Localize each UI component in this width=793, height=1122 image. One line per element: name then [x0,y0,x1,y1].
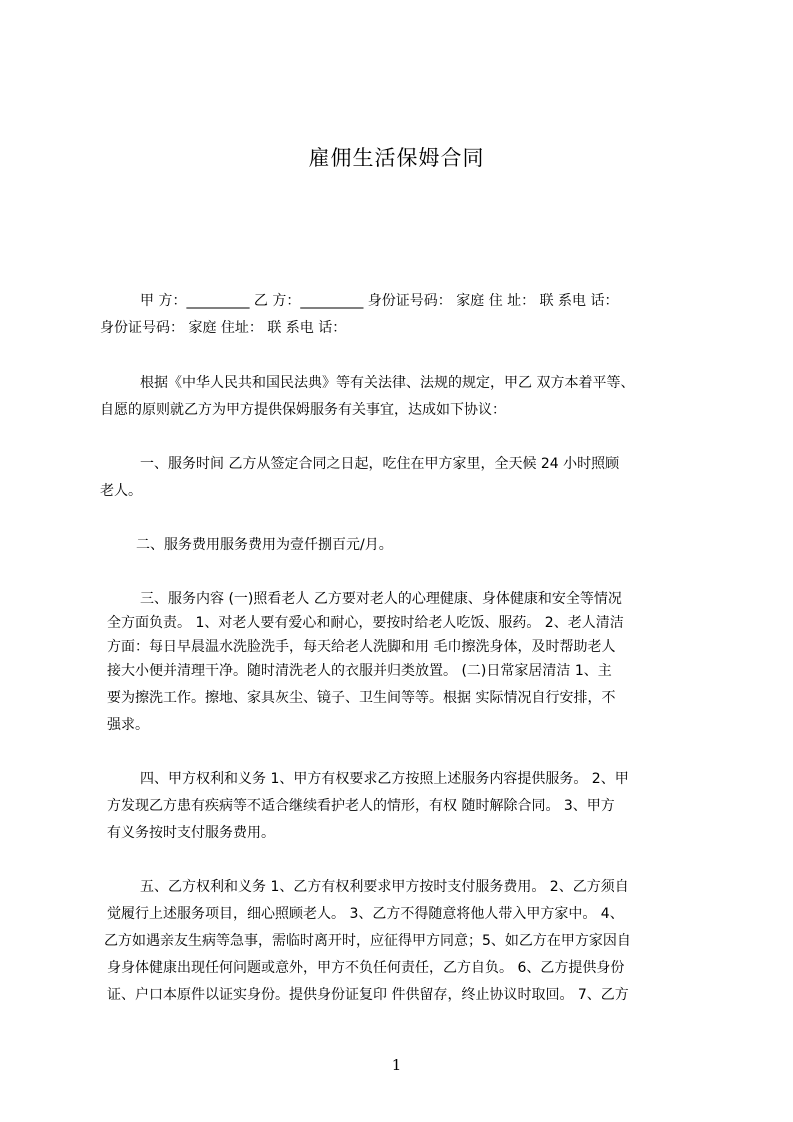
clause-3-line-4: 接大小便并清理干净。随时清洗老人的衣服并归类放置。 (二)日常家居清洁 1、主 [107,663,612,679]
clause-2-line-1: 二、服务费用服务费用为壹仟捌百元/月。 [136,537,393,553]
clause-5-line-3: 乙方如遇亲友生病等急事，需临时离开时，应征得甲方同意；5、如乙方在甲方家因自 [104,933,631,949]
clause-3-line-2: 全方面负责。 1、对老人要有爱心和耐心，要按时给老人吃饭、服药。 2、老人清洁 [107,615,624,631]
clause-5-line-4: 身身体健康出现任何问题或意外，甲方不负任何责任，乙方自负。 6、乙方提供身份 [107,960,625,976]
clause-4-line-2: 方发现乙方患有疾病等不适合继续看护老人的情形，有权 随时解除合同。 3、甲方 [107,798,615,814]
page-number: 1 [391,1056,402,1074]
clause-4-line-1: 四、甲方权利和义务 1、甲方有权要求乙方按照上述服务内容提供服务。 2、甲 [140,771,629,787]
party-info-line-1: 甲 方：_________ 乙 方：_________ 身份证号码： 家庭 住 址： 联 系电 话： [140,293,619,309]
clause-3-line-1: 三、服务内容 (一)照看老人 乙方要对老人的心理健康、身体健康和安全等情况 [140,591,622,607]
clause-5-line-2: 觉履行上述服务项目，细心照顾老人。 3、乙方不得随意将他人带入甲方家中。 4、 [107,906,624,922]
party-info-line-2: 身份证号码： 家庭 住址： 联 系电 话： [100,320,347,336]
clause-1-line-2: 老人。 [100,483,142,499]
clause-5-line-5: 证、户口本原件以证实身份。提供身份证复印 件供留存，终止协议时取回。 7、乙方 [107,987,629,1003]
preamble-line-2: 自愿的原则就乙方为甲方提供保姆服务有关事宜，达成如下协议： [100,402,506,418]
clause-3-line-6: 强求。 [107,717,149,733]
clause-1-line-1: 一、服务时间 乙方从签定合同之日起，吃住在甲方家里，全天候 24 小时照顾 [140,456,620,472]
clause-5-line-1: 五、乙方权利和义务 1、乙方有权利要求甲方按时支付服务费用。 2、乙方须自 [140,879,629,895]
clause-3-line-3: 方面：每日早晨温水洗脸洗手，每天给老人洗脚和用 毛巾擦洗身体，及时帮助老人 [107,639,616,655]
clause-4-line-3: 有义务按时支付服务费用。 [107,825,275,841]
preamble-line-1: 根据《中华人民共和国民法典》等有关法律、法规的规定，甲乙 双方本着平等、 [140,375,635,391]
clause-3-line-5: 要为擦洗工作。擦地、家具灰尘、镜子、卫生间等等。根据 实际情况自行安排，不 [107,690,616,706]
contract-title: 雇佣生活保姆合同 [308,146,485,170]
